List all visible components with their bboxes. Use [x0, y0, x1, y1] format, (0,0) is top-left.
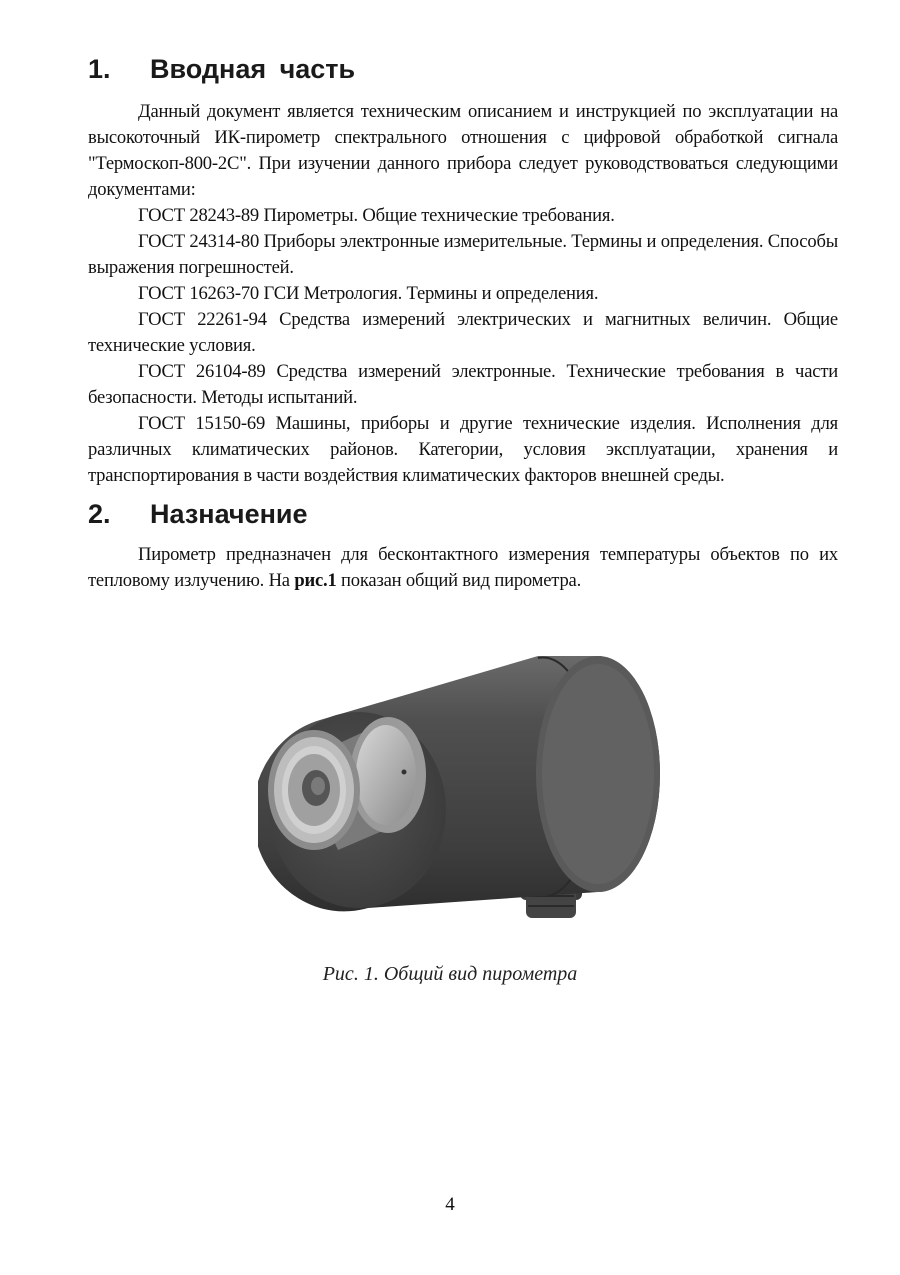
- gost-item: ГОСТ 28243-89 Пирометры. Общие технические требования.: [138, 205, 615, 227]
- pyrometer-illustration-icon: [258, 650, 664, 930]
- figure-reference: рис.1: [294, 570, 337, 592]
- page-number: 4: [445, 1194, 455, 1215]
- section-1-number: 1.: [88, 54, 111, 84]
- gost-item: ГОСТ 22261-94 Средства измерений электрических и магнитных величин. Общие технические условия.: [88, 309, 838, 357]
- gost-item: ГОСТ 26104-89 Средства измерений электронные. Технические требования в части безопасности. Методы испытаний.: [88, 361, 838, 409]
- figure-caption: Рис. 1. Общий вид пирометра: [322, 963, 578, 985]
- section-1-title: Вводная часть: [150, 54, 356, 84]
- section-1-body: [88, 99, 838, 489]
- gost-item: ГОСТ 24314-80 Приборы электронные измерительные. Термины и определения. Способы выражения погрешностей.: [88, 231, 838, 279]
- section-2-number: 2.: [88, 499, 111, 530]
- section-2-body: [88, 542, 838, 594]
- purpose-paragraph: [88, 542, 838, 594]
- section-1-heading: [88, 52, 838, 87]
- gost-item: ГОСТ 16263-70 ГСИ Метрология. Термины и определения.: [138, 283, 599, 305]
- section-2-heading: [88, 497, 838, 532]
- section-2-title: Назначение: [150, 499, 308, 530]
- purpose-text-end: показан общий вид пирометра.: [336, 570, 582, 592]
- gost-item: ГОСТ 15150-69 Машины, приборы и другие технические изделия. Исполнения для различных климатических районов. Категории, условия эксплуатации, хранения и транспортирования в части воздействия климатических факторов внешней среды.: [88, 413, 838, 487]
- document-page: [88, 52, 838, 594]
- intro-paragraph: Данный документ является техническим описанием и инструкцией по эксплуатации на высокоточный ИК-пирометр спектрального отношения с цифровой обработкой сигнала "Термоскоп-800-2С". При изучении данного прибора следует руководствоваться следующими документами:: [88, 101, 838, 201]
- purpose-text-start: Пирометр предназначен для бесконтактного измерения температуры объектов по их тепловому излучению. На: [88, 544, 838, 592]
